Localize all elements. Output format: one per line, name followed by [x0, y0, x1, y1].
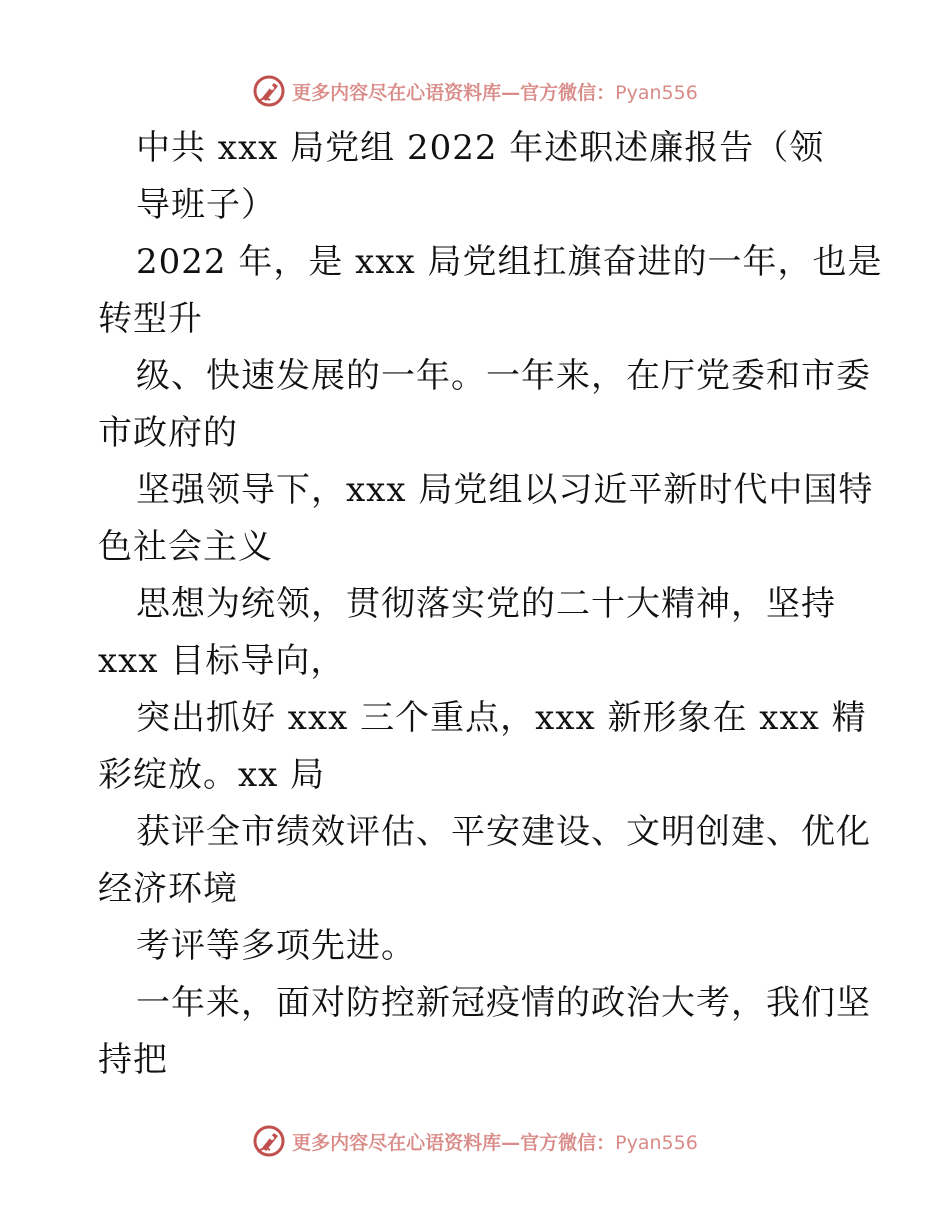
watermark-banner-top — [0, 71, 950, 111]
text-line: 经济环境 — [98, 869, 238, 909]
text-line: 级、快速发展的一年。一年来，在厅党委和市委 — [136, 356, 871, 396]
watermark-banner-bottom — [0, 1121, 950, 1161]
pen-nib-logo-icon — [252, 74, 286, 108]
text-line: 考评等多项先进。 — [136, 926, 416, 966]
text-line: 市政府的 — [98, 413, 238, 453]
pen-nib-logo-icon — [252, 1124, 286, 1158]
text-line: 彩绽放。xx 局 — [98, 755, 326, 795]
text-line: 2022 年，是 xxx 局党组扛旗奋进的一年，也是 — [136, 242, 883, 282]
text-line: 色社会主义 — [98, 527, 273, 567]
text-line: 导班子） — [136, 185, 276, 225]
text-line: 中共 xxx 局党组 2022 年述职述廉报告（领 — [136, 128, 825, 168]
text-line: 获评全市绩效评估、平安建设、文明创建、优化 — [136, 812, 871, 852]
text-line: 持把 — [98, 1040, 168, 1080]
text-line: 坚强领导下，xxx 局党组以习近平新时代中国特 — [136, 470, 874, 510]
watermark-text-bottom: 更多内容尽在心语资料库—官方微信：Pyan556 — [292, 1131, 698, 1154]
text-line: xxx 目标导向， — [98, 641, 346, 681]
text-line: 思想为统领，贯彻落实党的二十大精神，坚持 — [136, 584, 836, 624]
document-body — [98, 120, 883, 1089]
text-line: 转型升 — [98, 299, 203, 339]
text-line: 突出抓好 xxx 三个重点，xxx 新形象在 xxx 精 — [136, 698, 867, 738]
watermark-text-top: 更多内容尽在心语资料库—官方微信：Pyan556 — [292, 81, 698, 104]
text-line: 一年来，面对防控新冠疫情的政治大考，我们坚 — [136, 983, 871, 1023]
